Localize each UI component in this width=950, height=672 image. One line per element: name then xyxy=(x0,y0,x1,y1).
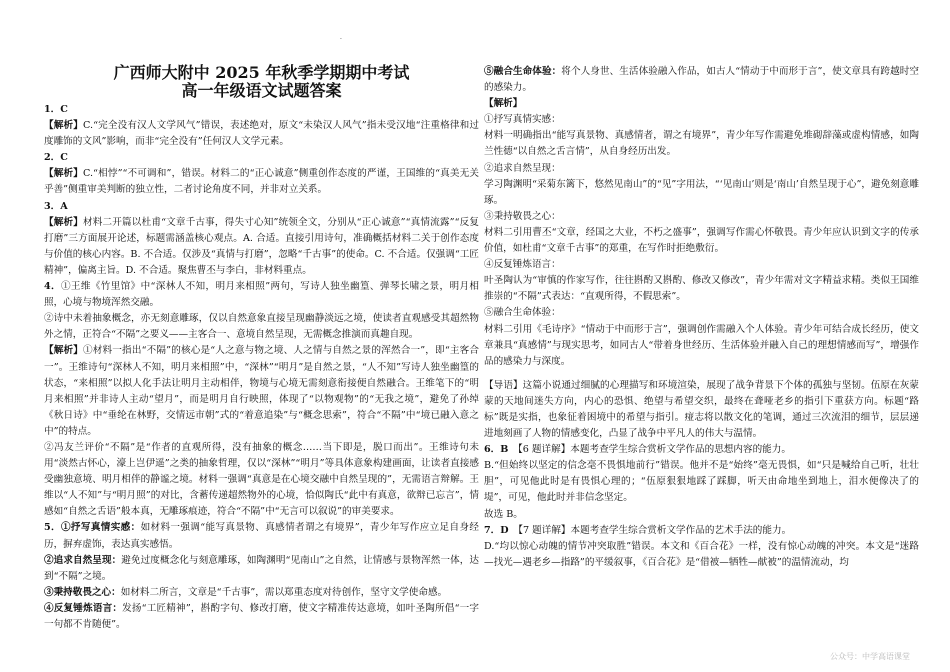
answer-paragraph xyxy=(44,343,479,440)
left-column xyxy=(44,64,479,633)
paragraph-text: ②冯友兰评价“不隔”是“作者的直观所得，没有抽象的概念……当下即是，脱口而出”。王维诗句未用“淡然古怀心，濠上岂伊遥”之类的抽象哲理，仅以“深林”“明月”等具体意象构建画面，让读者直接感受幽独意境、明月相伴的静谧之境。材料一强调“真意是在心境交融中自然呈现的”，无需语言辩解。王维以“人不知”与“明月照”的对比，含蓄传递超然物外的心境，恰似陶氏“此中有真意，欲辩已忘言”，情感如“自然之舌语”般本真，无雕琢痕迹，符合“不隔”中“无言可以叙说”的审美要求。 xyxy=(44,441,479,518)
answer-paragraph xyxy=(44,102,479,118)
paragraph-text: ①材料一指出“不隔”的核心是“人之意与物之境、人之情与自然之景的浑然合一”，即“主客合一”。王维诗句“深林人不知，明月来相照”中，“深林”“明月”是自然之景，“人不知”写诗人独坐幽篁的状态，“来相照”以拟人化手法让明月主动相伴，物境与心境无需刻意衔接便自然融合。王维笔下的“明月来相照”并非诗人主动“望月”，而是明月自行映照，体现了“以物观物”的“无我之境”，避免了孙绰《秋日诗》中“垂纶在林野，交情远市朝”式的“着意追染”与“概念思索”，符合“不隔”中“境已融入意之中”的特点。 xyxy=(44,345,479,437)
answer-paragraph xyxy=(44,215,479,279)
answer-paragraph xyxy=(44,520,479,552)
paragraph-lead: 2．C xyxy=(44,152,68,164)
paragraph-text: 材料二开篇以杜甫“文章千古事，得失寸心知”统领全文，分别从“正心诚意”“真情流露”“反复打磨”三方面展开论述，标题需涵盖核心观点。A. 合适。直接引用诗句，准确概括材料二关于创作态度与价值的核心内容。B. 不合适。仅涉及“真情与打磨”，忽略“千古事”的使命。C. 不合适。仅强调“工匠精神”，偏离主旨。D. 不合适。聚焦曹丕与李白，非材料重点。 xyxy=(44,216,479,276)
paragraph-lead: ⑤融合生命体验： xyxy=(484,66,562,77)
paragraph-text: 发扬“工匠精神”，斟酌字句、修改打磨，使文字精准传达意境，如叶圣陶所倡“一字一句都不肯随便”。 xyxy=(44,602,480,630)
answer-paragraph xyxy=(484,305,919,321)
paragraph-text: ②诗中未着抽象概念，亦无刻意雕琢，仅以自然意象直接呈现幽静淡远之境，使读者直观感受其超然物外之情，正符合“不隔”之要义——主客合一、意境自然呈现，无需概念推演而真趣自现。 xyxy=(44,313,479,341)
paragraph-lead: ③秉持敬畏之心： xyxy=(44,586,121,598)
paragraph-gap xyxy=(484,370,919,378)
answer-paragraph xyxy=(44,199,479,215)
answer-paragraph xyxy=(44,166,479,198)
paragraph-text: 【7 题详解】本题考查学生综合赏析文学作品的艺术手法的能力。 xyxy=(518,524,792,536)
answer-paragraph xyxy=(484,96,919,112)
paragraph-text: 将个人身世、生活体验融入作品，如古人“情动于中而形于言”，使文章具有跨越时空的感染力。 xyxy=(484,66,919,94)
page-title: 广西师大附中 2025 年秋季学期期中考试 xyxy=(113,63,410,82)
answer-paragraph xyxy=(484,257,919,273)
answer-paragraph xyxy=(44,118,479,150)
answer-paragraph xyxy=(484,161,919,177)
paragraph-lead: 【解析】 xyxy=(44,216,84,228)
paragraph-text: C.“相悖”“不可调和”，错误。材料二的“正心诚意”侧重创作态度的严谨，王国维的“真美无关乎善”侧重审美判断的独立性，二者讨论角度不同，并非对立关系。 xyxy=(44,168,480,196)
paragraph-lead: 3．A xyxy=(44,200,68,212)
paragraph-text: 学习陶渊明“采菊东篱下，悠然见南山”的“见”字用法，“‘见南山’则是‘南山’自然呈现于心”，避免刻意雕琢。 xyxy=(484,178,919,206)
paragraph-lead: 【解析】 xyxy=(44,345,84,357)
paragraph-text: D.“均以惊心动魄的情节冲突取胜”错误。本文和《百合花》一样，没有惊心动魄的冲突。本文是“迷路—找光—遇老乡—指路”的平缓叙事，《百合花》是“借被—牺牲—献被”的温情流动，均 xyxy=(484,540,919,568)
paragraph-text: C.“完全没有汉人文学风气”错误，表述绝对，原文“未染汉人风气”指未受汉地“注重格律和过度雕饰的文风”影响，而非“完全没有”任何汉人文学元素。 xyxy=(44,120,480,148)
answer-paragraph xyxy=(484,442,919,458)
answer-paragraph xyxy=(484,458,919,506)
paragraph-text: 避免过度概念化与刻意雕琢，如陶渊明“见南山”之自然，让情感与景物浑然一体，达到“不隔”之境。 xyxy=(44,554,479,582)
right-column xyxy=(484,64,919,571)
paragraph-lead: 4． xyxy=(44,281,61,293)
paragraph-lead: 【解析】 xyxy=(44,120,84,132)
answer-paragraph xyxy=(484,112,919,128)
paragraph-text: B.“但始终以坚定的信念毫不畏惧地前行”错误。他并不是“始终”毫无畏惧，如“只是喊给自己听，壮壮胆”，可见他此时是有畏惧心理的；“伍原狠狠地踩了踩脚，听天由命地坐到地上，泪水便像决了的堤”，可见，他此时并非信念坚定。 xyxy=(484,460,919,504)
paragraph-text: ④反复锤炼语言： xyxy=(484,259,561,271)
answer-paragraph xyxy=(484,523,919,539)
answer-paragraph xyxy=(484,322,919,370)
answer-paragraph xyxy=(44,311,479,343)
paragraph-text: 如材料二所言，文章是“千古事”，需以郑重态度对待创作，坚守文学使命感。 xyxy=(120,586,448,598)
paragraph-text: 【导语】这篇小说通过细腻的心理描写和环境渲染，展现了战争背景下个体的孤独与坚韧。伍原在灰蒙蒙的天地间迷失方向，内心的恐惧、绝望与希望交织，最终在聋哑老乡的指引下重获方向。标题“路标”既是实指，也象征着困境中的希望与指引。痖志将以散文化的笔调，通过三次流泪的细节，层层递进地刻画了人物的情感变化，凸显了战争中平凡人的伟大与温情。 xyxy=(484,379,919,440)
paragraph-text: ⑤融合生命体验： xyxy=(484,307,561,319)
paragraph-lead: 【解析】 xyxy=(484,98,523,110)
watermark-footer: 公众号：中学高语课堂 xyxy=(830,652,910,661)
answer-paragraph xyxy=(484,378,919,442)
answer-paragraph xyxy=(484,177,919,209)
answer-paragraph xyxy=(484,507,919,523)
paragraph-lead: ④反复锤炼语言： xyxy=(44,602,123,614)
paragraph-text: 材料一明确指出“能写真景物、真感情者，谓之有境界”，青少年写作需避免堆砌辞藻或虚构情感，如陶兰性德“以自然之舌言情”，从自身经历出发。 xyxy=(484,130,919,158)
answer-paragraph xyxy=(484,209,919,225)
paragraph-text: ②追求自然呈现： xyxy=(484,162,561,174)
paragraph-text: 故选 B。 xyxy=(484,508,523,520)
paragraph-text: 叶圣陶认为“审慎的作家写作，往往斟酌又斟酌、修改又修改”，青少年需对文字精益求精。类似王国维推崇的“不隔”式表达：“直观所得，不假思索”。 xyxy=(484,275,919,303)
answer-paragraph xyxy=(44,150,479,166)
answer-paragraph xyxy=(44,601,479,633)
paragraph-text: ①王维《竹里馆》中“深林人不知，明月来相照”两句，写诗人独坐幽篁、弹琴长啸之景，明月相照，心境与物境浑然交融。 xyxy=(44,281,479,309)
answer-paragraph xyxy=(484,225,919,257)
answer-paragraph xyxy=(484,273,919,305)
paragraph-lead: 5．①抒写真情实感： xyxy=(44,522,141,534)
paragraph-text: 材料二引用《毛诗序》“情动于中而形于言”，强调创作需融入个人体验。青少年可结合成长经历，使文章兼具“真感情”与现实思考，如同古人“带着身世经历、生活体验并融入自己的理想情感而写”，增强作品的感染力与深度。 xyxy=(484,323,919,367)
header-dot: · xyxy=(340,36,342,43)
paragraph-lead: 7．D xyxy=(484,524,519,536)
paragraph-lead: 6．B xyxy=(484,444,518,456)
answer-paragraph xyxy=(44,553,479,585)
answer-paragraph xyxy=(484,539,919,571)
answer-paragraph xyxy=(44,440,479,520)
paragraph-lead: 1．C xyxy=(44,104,68,115)
answer-paragraph xyxy=(44,279,479,311)
answer-paragraph xyxy=(484,64,919,96)
answer-paragraph xyxy=(44,585,479,601)
paragraph-lead: 【解析】 xyxy=(44,168,83,180)
paragraph-text: ③秉持敬畏之心： xyxy=(484,210,561,222)
paragraph-text: 材料二引用曹丕“文章，经国之大业，不朽之盛事”，强调写作需心怀敬畏。青少年应认识到文字的传承价值，如杜甫“文章千古事”的郑重，在写作时拒绝敷衍。 xyxy=(484,226,919,255)
paragraph-text: ①抒写真情实感： xyxy=(484,114,561,126)
paragraph-lead: ②追求自然呈现： xyxy=(44,554,122,566)
paragraph-text: 【6 题详解】本题考查学生综合赏析文学作品的思想内容的能力。 xyxy=(517,444,791,456)
page-subtitle: 高一年级语文试题答案 xyxy=(181,81,342,100)
answer-paragraph xyxy=(484,128,919,160)
paragraph-text: 如材料一强调“能写真景物、真感情者谓之有境界”，青少年写作应立足自身经历，摒弃虚饰，表达真实感悟。 xyxy=(44,522,479,550)
